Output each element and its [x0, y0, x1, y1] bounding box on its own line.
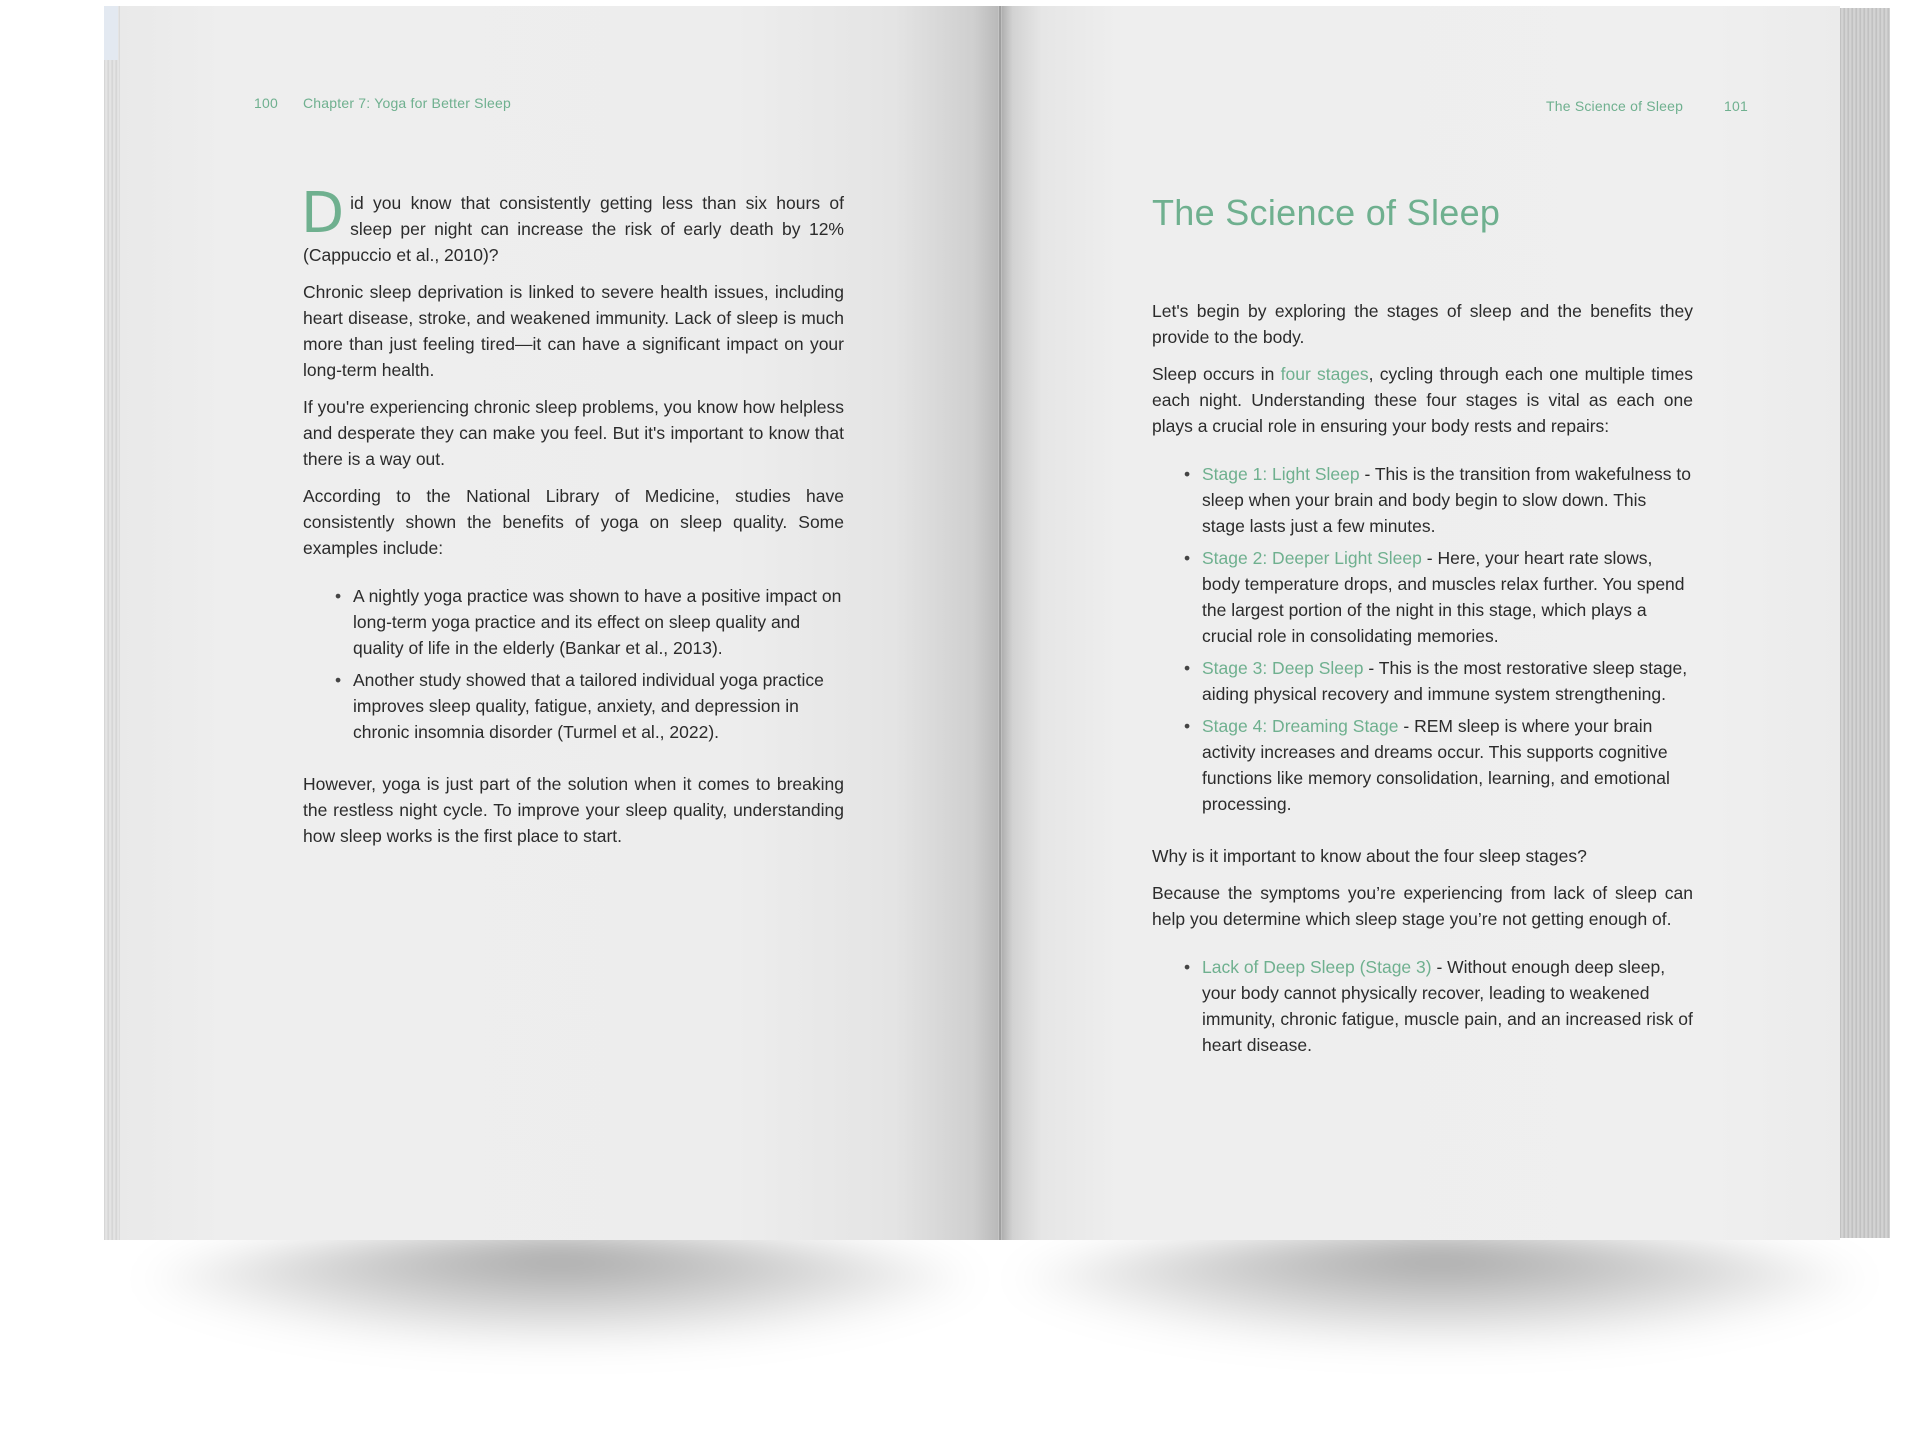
stage-description: - REM sleep is where your brain activity increases and dreams occur. This supports cognitive functions like memory consolidation, learning, and emotional processing.	[1202, 716, 1670, 814]
paragraph-symptoms: Because the symptoms you’re experiencing from lack of sleep can help you determine which sleep stage you’re not getting enough of.	[1152, 883, 1693, 929]
stage-label: Stage 1: Light Sleep	[1202, 464, 1360, 484]
stage-label: Stage 2: Deeper Light Sleep	[1202, 548, 1422, 568]
dropcap-letter: D	[301, 181, 345, 246]
paragraph-conclusion: However, yoga is just part of the solution when it comes to breaking the restless night cycle. To improve your sleep quality, understanding how sleep works is the first place to start.	[303, 774, 844, 846]
bullet-dot-icon: •	[1184, 464, 1191, 484]
right-page-number: 101	[1724, 98, 1748, 114]
bullet-dot-icon: •	[1184, 658, 1191, 678]
left-running-head-chapter: Chapter 7: Yoga for Better Sleep	[303, 95, 511, 111]
left-page-body	[301, 181, 844, 860]
book-shadow-left	[130, 1235, 990, 1345]
paragraph-chronic-problems: If you're experiencing chronic sleep problems, you know how helpless and desperate they can make you feel. But it's important to know that there is a way out.	[303, 397, 844, 469]
list-item-stage-4	[1184, 713, 1693, 817]
intro-paragraph	[301, 181, 844, 268]
lack-item-label: Lack of Deep Sleep (Stage 3)	[1202, 957, 1432, 977]
paragraph-four-stages-after: , cycling through each one multiple times each night. Understanding these four stages is vital as each one plays a crucial role in ensuring your body rests and repairs:	[1152, 364, 1694, 436]
right-page-body	[1152, 298, 1693, 1064]
paragraph-nlm-studies: According to the National Library of Medicine, studies have consistently shown the benefits of yoga on sleep quality. Some examples include:	[303, 486, 844, 558]
paragraph-four-stages-before: Sleep occurs in	[1152, 364, 1281, 384]
paragraph-sleep-deprivation: Chronic sleep deprivation is linked to severe health issues, including heart disease, stroke, and weakened immunity. Lack of sleep is much more than just feeling tired—it can have a significant impact on your long-term health.	[303, 282, 844, 380]
list-item-stage-3	[1184, 655, 1693, 707]
right-page-stack-edge	[1840, 8, 1890, 1238]
corner-tab-decoration	[104, 6, 118, 60]
book-spine-gutter	[998, 6, 1002, 1240]
right-running-head-section: The Science of Sleep	[1546, 98, 1684, 114]
four-stages-highlight: four stages	[1280, 364, 1369, 384]
list-item-text: Another study showed that a tailored individual yoga practice improves sleep quality, fatigue, anxiety, and depression in chronic insomnia disorder (Turmel et al., 2022).	[353, 670, 824, 742]
bullet-dot-icon: •	[1184, 957, 1191, 977]
list-item-lack-deep-sleep	[1184, 954, 1693, 1058]
stage-description: - Here, your heart rate slows, body temperature drops, and muscles relax further. You spend the largest portion of the night in this stage, which plays a crucial role in consolidating memories.	[1202, 548, 1685, 646]
bullet-dot-icon: •	[335, 670, 342, 690]
paragraph-why-important: Why is it important to know about the four sleep stages?	[1152, 846, 1587, 866]
bullet-dot-icon: •	[335, 586, 342, 606]
stage-label: Stage 3: Deep Sleep	[1202, 658, 1364, 678]
bullet-dot-icon: •	[1184, 716, 1191, 736]
lack-item-description: - Without enough deep sleep, your body cannot physically recover, leading to weakened immunity, chronic fatigue, muscle pain, and an increased risk of heart disease.	[1202, 957, 1693, 1055]
intro-paragraph-text: id you know that consistently getting less than six hours of sleep per night can increase the risk of early death by 12% (Cappuccio et al., 2010)?	[303, 193, 844, 265]
stage-label: Stage 4: Dreaming Stage	[1202, 716, 1399, 736]
left-page-number: 100	[254, 95, 278, 111]
yoga-studies-list	[303, 583, 844, 745]
paragraph-intro-stages: Let's begin by exploring the stages of sleep and the benefits they provide to the body.	[1152, 301, 1693, 347]
list-item	[335, 667, 844, 745]
stage-description: - This is the transition from wakefulness to sleep when your brain and body begin to slow down. This stage lasts just a few minutes.	[1202, 464, 1691, 536]
list-item-text: A nightly yoga practice was shown to have a positive impact on long-term yoga practice and its effect on sleep quality and quality of life in the elderly (Bankar et al., 2013).	[353, 586, 842, 658]
bullet-dot-icon: •	[1184, 548, 1191, 568]
list-item-stage-2	[1184, 545, 1693, 649]
stage-description: - This is the most restorative sleep stage, aiding physical recovery and immune system strengthening.	[1202, 658, 1688, 704]
sleep-stages-list	[1152, 461, 1693, 817]
list-item-stage-1	[1184, 461, 1693, 539]
paragraph-four-stages	[1152, 361, 1693, 439]
lack-of-sleep-list	[1152, 954, 1693, 1058]
left-page	[120, 6, 1000, 1240]
book-shadow-right	[1000, 1235, 1880, 1345]
page-title: The Science of Sleep	[1152, 192, 1501, 233]
list-item	[335, 583, 844, 661]
